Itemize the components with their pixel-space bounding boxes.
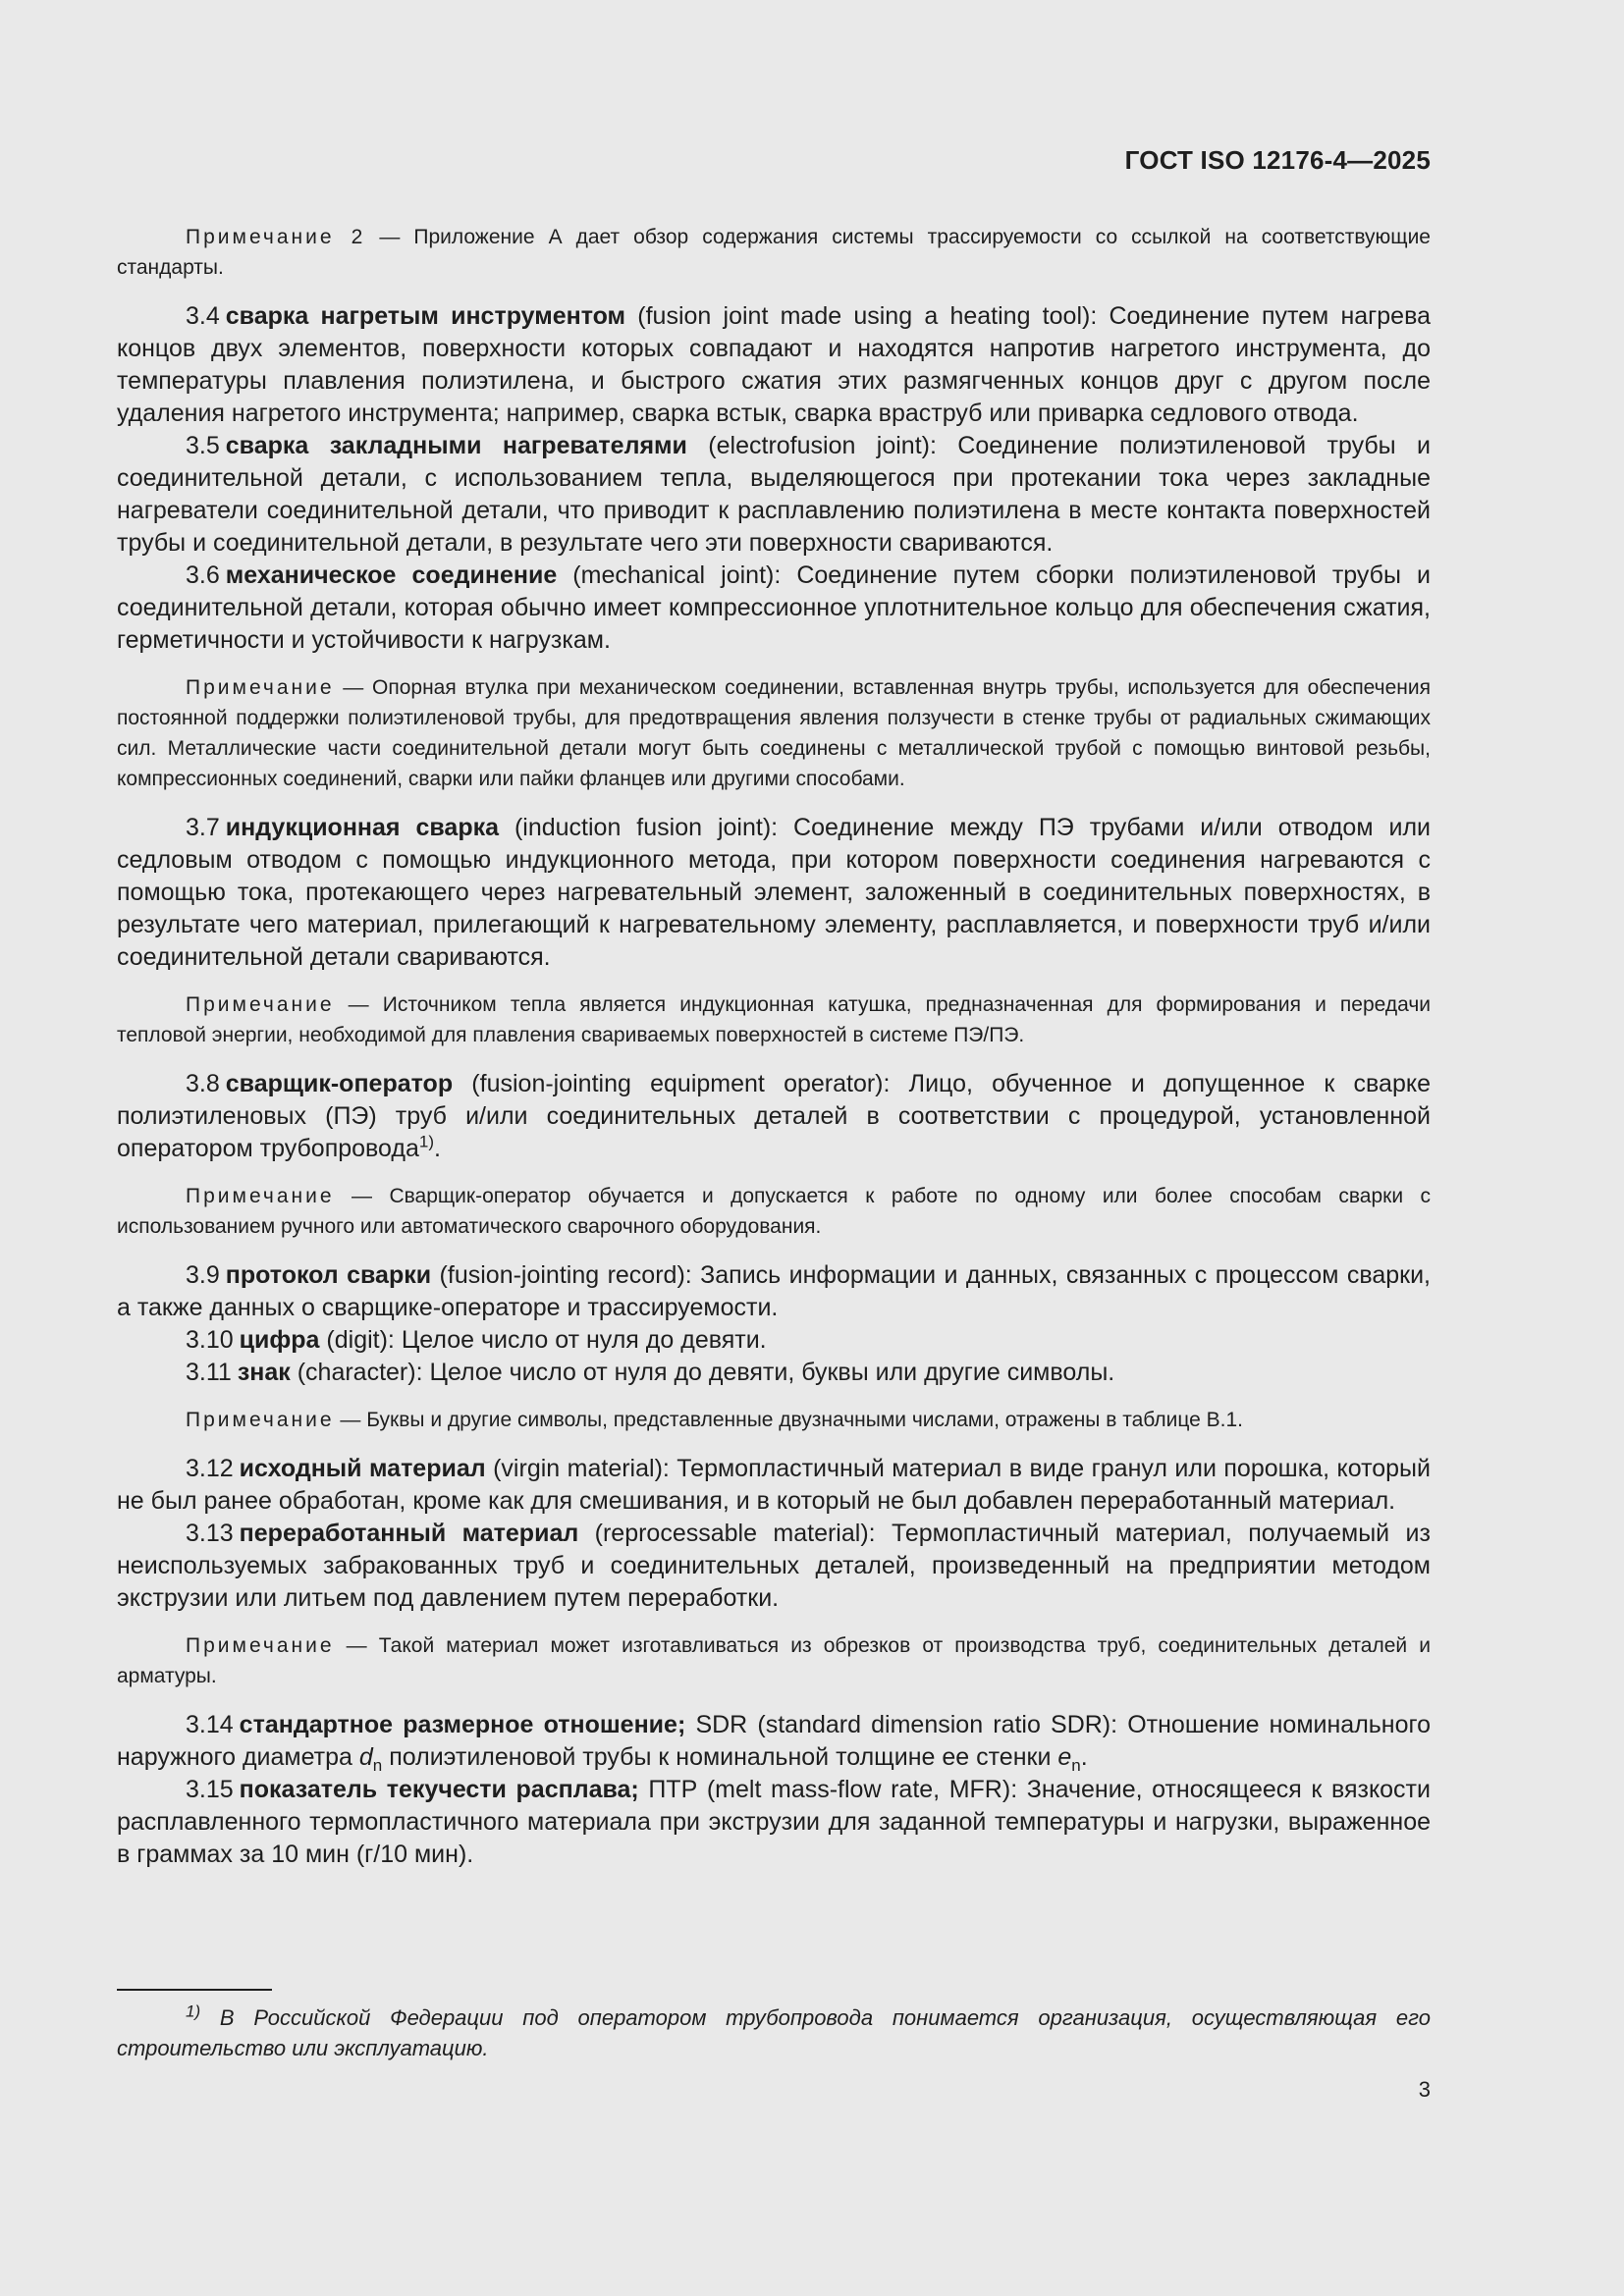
term-name: стандартное размерное отношение; <box>239 1711 686 1738</box>
term-number: 3.12 <box>186 1455 234 1482</box>
note-label: Примечание 2 <box>186 226 366 248</box>
term-definition: (digit): Целое число от нуля до девяти. <box>319 1326 767 1354</box>
term-number: 3.4 <box>186 302 220 330</box>
term-definition: (fusion-jointing record): Запись информации и данных, связанных с процессом сварки, а также данных о сварщике-операторе и трассируемости. <box>117 1261 1431 1321</box>
document-header: ГОСТ ISO 12176-4—2025 <box>1124 145 1431 175</box>
subscript-n: n <box>1071 1756 1081 1775</box>
term-definition: ПТР (melt mass-flow rate, MFR): Значение, относящееся к вязкости расплавленного термопластичного материала при экструзии для заданной температуры и нагрузки, выраженное в граммах за 10 мин (г/10 мин). <box>117 1776 1431 1868</box>
term-end: . <box>1080 1743 1088 1771</box>
term-number: 3.6 <box>186 561 220 589</box>
term-number: 3.7 <box>186 814 220 841</box>
term-number: 3.13 <box>186 1520 234 1547</box>
term-3-8 <box>117 1068 1431 1165</box>
note-characters <box>117 1405 1431 1435</box>
variable-d: d <box>358 1743 373 1771</box>
term-name: сварщик-оператор <box>225 1070 454 1097</box>
term-number: 3.9 <box>186 1261 220 1289</box>
term-number: 3.14 <box>186 1711 234 1738</box>
term-number: 3.15 <box>186 1776 234 1803</box>
term-3-15 <box>117 1774 1431 1871</box>
footnote-reference[interactable]: 1) <box>418 1132 435 1151</box>
page-number: 3 <box>1418 2077 1431 2102</box>
term-end: . <box>434 1135 441 1162</box>
term-definition: (electrofusion joint): Соединение полиэтиленовой трубы и соединительной детали, с использованием тепла, выделяющегося при протекании тока через закладные нагреватели соединительной детали, что приводит к расплавлению полиэтилена в месте контакта поверхностей трубы и соединительной детали, в результате чего эти поверхности свариваются. <box>117 432 1431 557</box>
term-definition: (mechanical joint): Соединение путем сборки полиэтиленовой трубы и соединительной детали, которая обычно имеет компрессионное уплотнительное кольцо для обеспечения сжатия, герметичности и устойчивости к нагрузкам. <box>117 561 1432 654</box>
note-text: — Буквы и другие символы, представленные двузначными числами, отражены в таблице В.1. <box>334 1409 1243 1431</box>
term-3-9 <box>117 1259 1431 1324</box>
term-name: сварка закладными нагревателями <box>225 432 687 459</box>
term-name: сварка нагретым инструментом <box>225 302 626 330</box>
term-name: индукционная сварка <box>225 814 500 841</box>
note-mechanical-joint <box>117 672 1431 794</box>
subscript-n: n <box>372 1756 383 1775</box>
footnote <box>117 2002 1431 2063</box>
term-name: цифра <box>239 1326 320 1354</box>
note-label: Примечание <box>186 1634 335 1657</box>
document-body <box>117 222 1431 1871</box>
term-3-12 <box>117 1453 1431 1518</box>
note-text: — Приложение А дает обзор содержания системы трассируемости со ссылкой на соответствующие стандарты. <box>117 226 1431 279</box>
term-definition: (fusion joint made using a heating tool): Соединение путем нагрева концов двух элементов, поверхности которых совпадают и находятся напротив нагретого инструмента, до температуры плавления полиэтилена, и быстрого сжатия этих размягченных концов друг с другом после удаления нагретого инструмента; например, сварка встык, сварка враструб или приварка седлового отвода. <box>117 302 1431 427</box>
term-3-14 <box>117 1709 1431 1774</box>
term-name: показатель текучести расплава; <box>239 1776 639 1803</box>
note-text: — Сварщик-оператор обучается и допускается к работе по одному или более способам сварки с использованием ручного или автоматического сварочного оборудования. <box>117 1185 1431 1238</box>
note-text: — Такой материал может изготавливаться из обрезков от производства труб, соединительных деталей и арматуры. <box>117 1634 1431 1687</box>
term-definition: SDR (standard dimension ratio SDR): Отношение номинального наружного диаметра <box>117 1711 1431 1771</box>
term-name: знак <box>237 1359 291 1386</box>
term-3-6 <box>117 560 1431 657</box>
note-operator <box>117 1181 1431 1242</box>
term-3-11 <box>117 1357 1431 1389</box>
term-definition: (induction fusion joint): Соединение между ПЭ трубами и/или отводом или седловым отводом с помощью индукционного метода, при котором поверхности соединения нагреваются с помощью тока, протекающего через нагревательный элемент, заложенный в соединительных поверхностях, в результате чего материал, прилегающий к нагревательному элементу, расплавляется, и поверхности труб и/или соединительной детали свариваются. <box>117 814 1431 971</box>
note-text: — Источником тепла является индукционная катушка, предназначенная для формирования и передачи тепловой энергии, необходимой для плавления свариваемых поверхностей в системе ПЭ/ПЭ. <box>117 993 1431 1046</box>
term-3-7 <box>117 812 1431 974</box>
term-name: переработанный материал <box>239 1520 579 1547</box>
variable-e: e <box>1057 1743 1072 1771</box>
term-definition: (character): Целое число от нуля до девяти, буквы или другие символы. <box>290 1359 1115 1386</box>
term-number: 3.5 <box>186 432 220 459</box>
term-3-10 <box>117 1324 1431 1357</box>
footnote-separator <box>117 1989 272 1991</box>
note-2 <box>117 222 1431 283</box>
note-reprocessable <box>117 1630 1431 1691</box>
term-definition-cont: полиэтиленовой трубы к номинальной толщине ее стенки <box>382 1743 1058 1771</box>
term-number: 3.11 <box>186 1359 232 1386</box>
note-label: Примечание <box>186 1185 335 1207</box>
note-label: Примечание <box>186 676 335 699</box>
footnote-text: В Российской Федерации под оператором трубопровода понимается организация, осуществляющая его строительство или эксплуатацию. <box>117 2005 1431 2060</box>
term-name: исходный материал <box>239 1455 486 1482</box>
term-number: 3.8 <box>186 1070 220 1097</box>
term-number: 3.10 <box>186 1326 234 1354</box>
term-definition: (fusion-jointing equipment operator): Лицо, обученное и допущенное к сварке полиэтиленовых (ПЭ) труб и/или соединительных деталей в соответствии с процедурой, установленной оператором трубопровода <box>117 1070 1431 1162</box>
note-label: Примечание <box>186 1409 335 1431</box>
note-text: — Опорная втулка при механическом соединении, вставленная внутрь трубы, используется для обеспечения постоянной поддержки полиэтиленовой трубы, для предотвращения явления ползучести в стенке трубы от радиальных сжимающих сил. Металлические части соединительной детали могут быть соединены с металлической трубой с помощью винтовой резьбы, компрессионных соединений, сварки или пайки фланцев или другими способами. <box>117 676 1431 790</box>
term-name: протокол сварки <box>225 1261 432 1289</box>
term-definition: (virgin material): Термопластичный материал в виде гранул или порошка, который не был ранее обработан, кроме как для смешивания, и в который не был добавлен переработанный материал. <box>117 1455 1431 1515</box>
term-3-5 <box>117 430 1431 560</box>
term-3-13 <box>117 1518 1431 1615</box>
term-3-4 <box>117 300 1431 430</box>
term-name: механическое соединение <box>225 561 558 589</box>
note-induction <box>117 989 1431 1050</box>
note-label: Примечание <box>186 993 335 1016</box>
term-definition: (reprocessable material): Термопластичный материал, получаемый из неиспользуемых забракованных труб и соединительных деталей, произведенный на предприятии методом экструзии или литьем под давлением путем переработки. <box>117 1520 1431 1612</box>
footnote-mark: 1) <box>186 2002 201 2021</box>
